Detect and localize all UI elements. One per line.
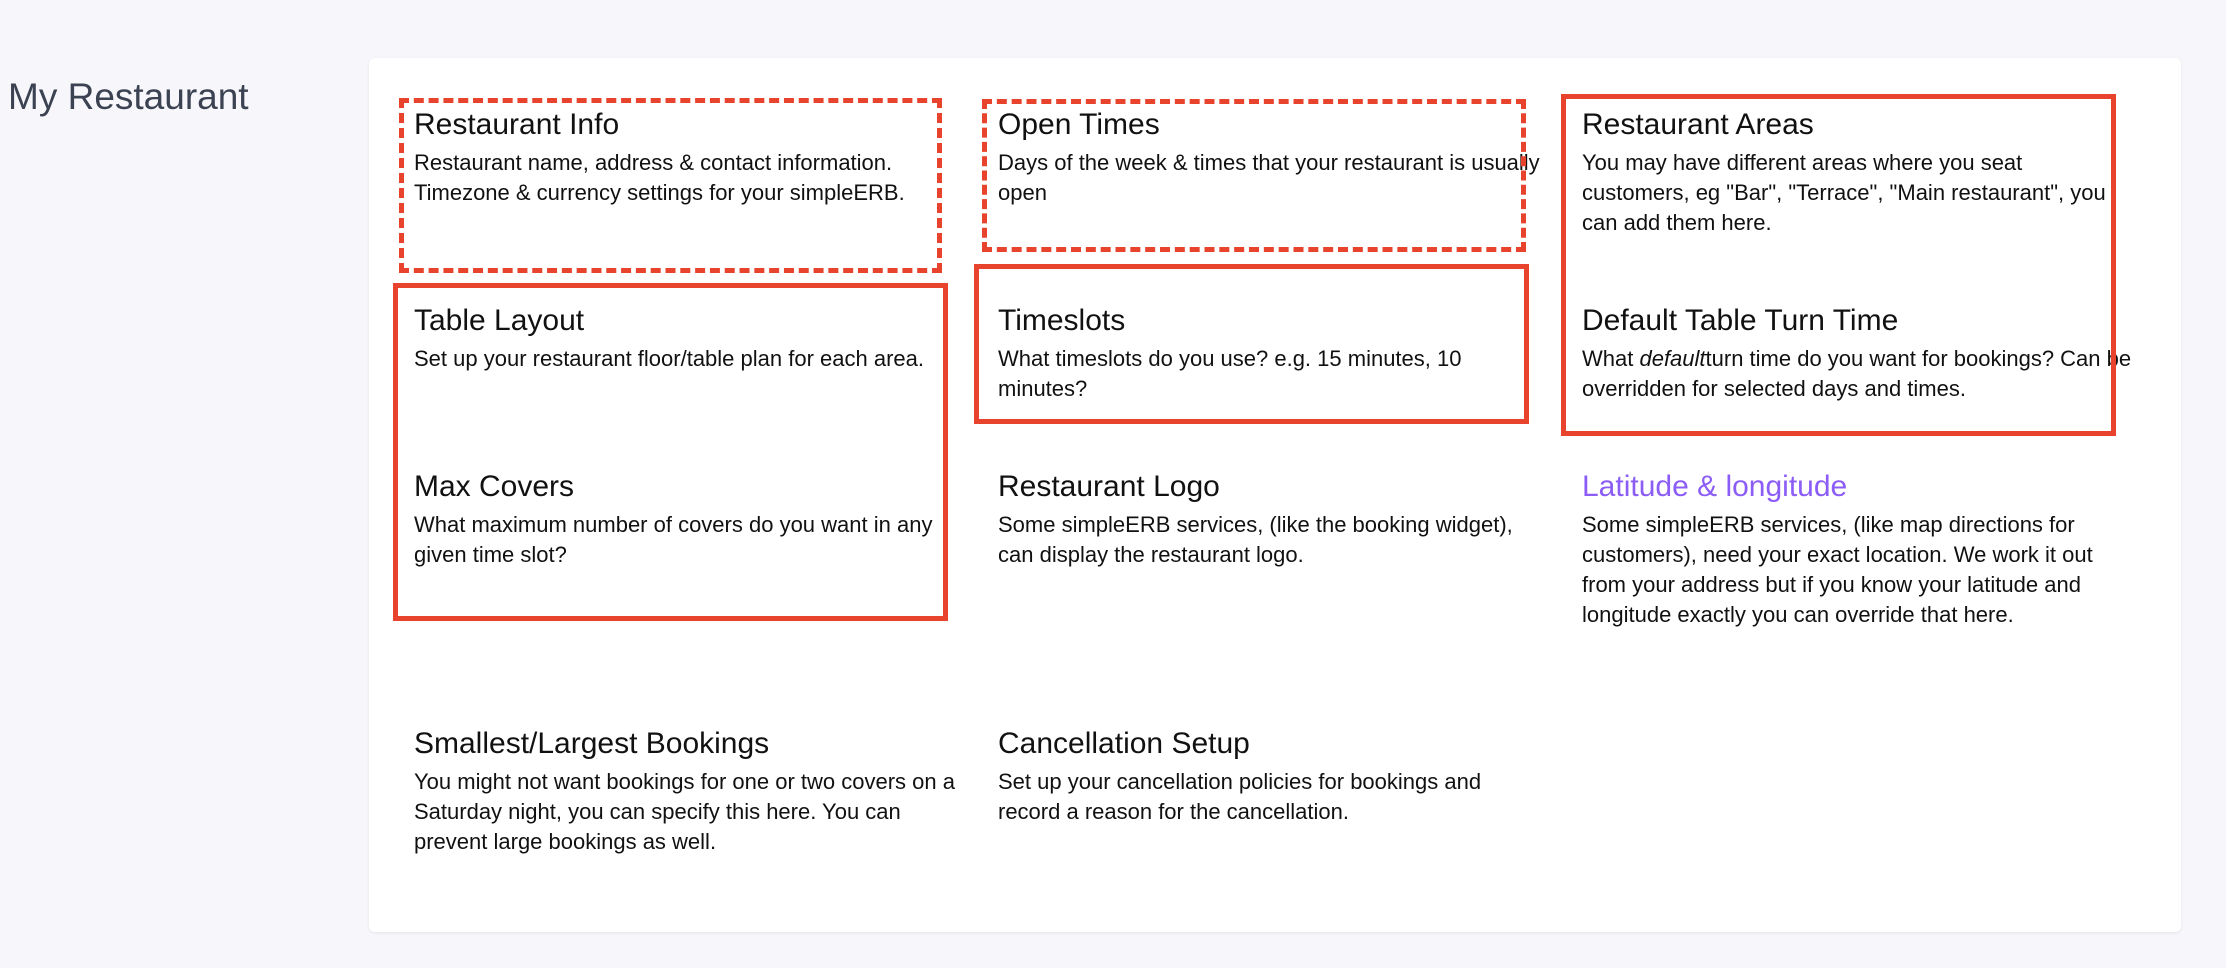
setting-title-link[interactable]: Latitude & longitude [1582, 470, 1848, 503]
setting-description: Some simpleERB services, (like map directions for customers), need your exact location. We work it out from your address but if you know your latitude and longitude exactly you can override that here. [1582, 512, 2093, 627]
setting-title[interactable]: Timeslots [998, 304, 1126, 337]
setting-description: Some simpleERB services, (like the booking widget), can display the restaurant logo. [998, 512, 1513, 567]
setting-latitude-longitude[interactable] [1582, 468, 2132, 630]
setting-title[interactable]: Table Layout [414, 304, 585, 337]
setting-title[interactable]: Cancellation Setup [998, 727, 1250, 760]
setting-description: What timeslots do you use? e.g. 15 minutes, 10 minutes? [998, 346, 1462, 401]
page-title: My Restaurant [8, 76, 249, 117]
setting-description: Days of the week & times that your restaurant is usually open [998, 150, 1540, 205]
highlight-restaurant-info [399, 98, 942, 273]
setting-description: Restaurant name, address & contact information. Timezone & currency settings for your simpleERB. [414, 150, 905, 205]
highlight-timeslots [974, 264, 1529, 424]
setting-title[interactable]: Restaurant Info [414, 108, 620, 141]
setting-description: You may have different areas where you seat customers, eg "Bar", "Terrace", "Main restaurant", you can add them here. [1582, 150, 2106, 235]
setting-title[interactable]: Restaurant Areas [1582, 108, 1814, 141]
setting-title[interactable]: Default Table Turn Time [1582, 304, 1899, 337]
highlight-restaurant-areas-turn-time [1561, 94, 2116, 436]
setting-title[interactable]: Max Covers [414, 470, 575, 503]
description-part: turn time do you want for bookings? Can be overridden for selected days and times. [1582, 346, 2132, 401]
setting-description: What maximum number of covers do you want in any given time slot? [414, 512, 933, 567]
setting-description: You might not want bookings for one or two covers on a Saturday night, you can specify this here. You can prevent large bookings as well. [414, 769, 955, 854]
setting-title[interactable]: Restaurant Logo [998, 470, 1220, 503]
setting-description: Set up your restaurant floor/table plan for each area. [414, 346, 924, 371]
setting-restaurant-logo[interactable] [998, 468, 1548, 570]
setting-smallest-largest-bookings[interactable] [414, 725, 964, 857]
setting-description: Set up your cancellation policies for bookings and record a reason for the cancellation. [998, 769, 1482, 824]
setting-title[interactable]: Open Times [998, 108, 1160, 141]
setting-cancellation-setup[interactable] [998, 725, 1548, 827]
highlight-open-times [982, 99, 1526, 252]
description-emphasis: default [1639, 346, 1706, 371]
setting-title[interactable]: Smallest/Largest Bookings [414, 727, 770, 760]
description-part: What [1582, 346, 1640, 371]
highlight-table-layout-max-covers [393, 283, 948, 621]
